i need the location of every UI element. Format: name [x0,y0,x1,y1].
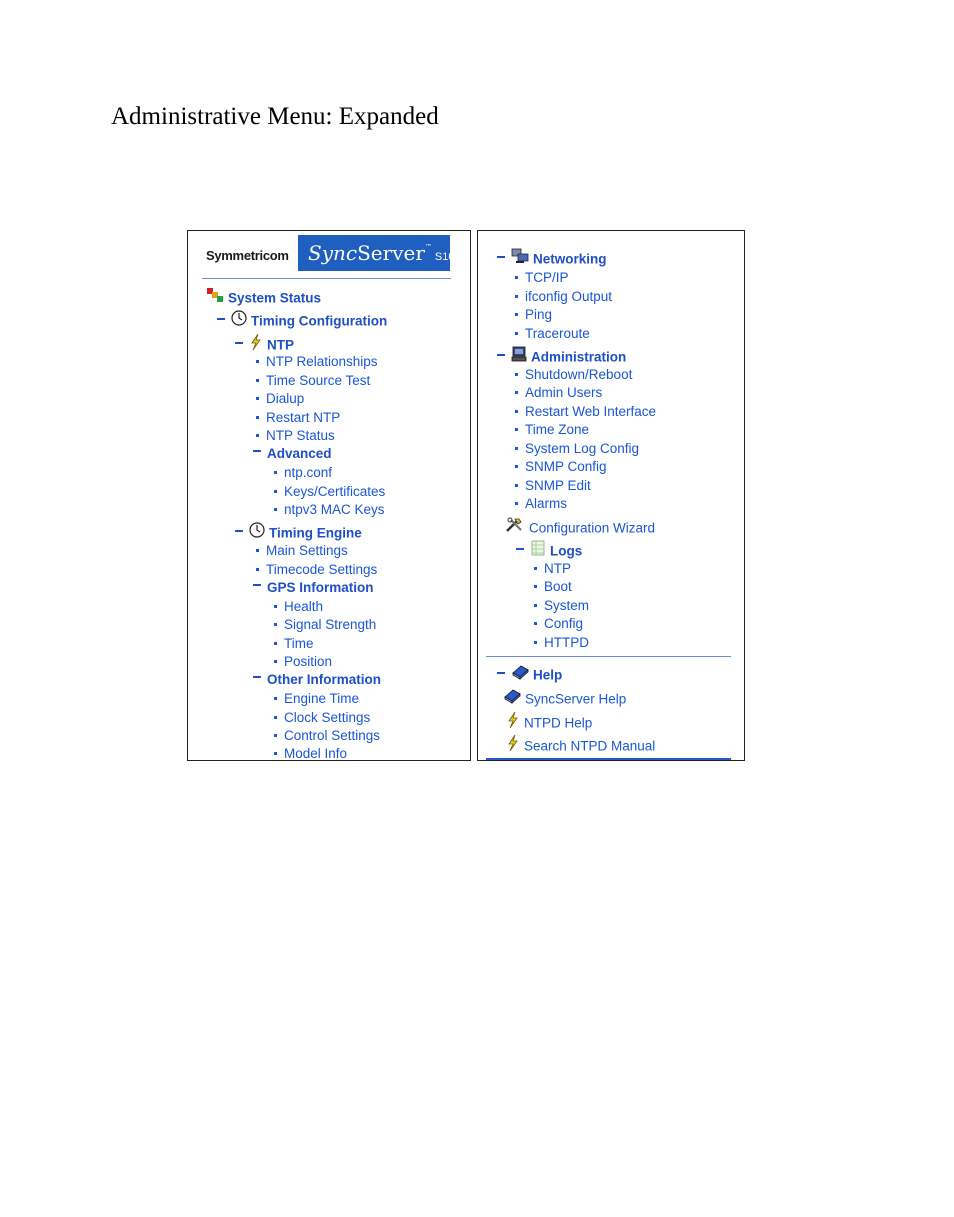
menu-item-label: Shutdown/Reboot [525,367,633,382]
menu-alarms[interactable] [515,496,567,512]
menu-system-log-config[interactable] [515,441,639,457]
menu-item-label: System Log Config [525,441,640,456]
menu-item-label: Time Source Test [266,373,371,388]
collapse-icon[interactable] [497,672,505,674]
menu-time[interactable] [274,636,314,652]
left-menu-panel [187,230,471,761]
bullet-icon [515,295,518,298]
bullet-icon [256,416,259,419]
menu-traceroute[interactable] [515,326,590,342]
menu-time-zone[interactable] [515,422,589,438]
lightning-icon [506,711,520,733]
menu-main-settings[interactable] [256,543,348,559]
menu-item-label: Admin Users [525,385,603,400]
menu-ntp-relationships[interactable] [256,354,378,370]
ntp-label: NTP [267,337,294,353]
banner-trademark: ™ [424,243,432,251]
logs-divider [486,656,731,657]
menu-log-system[interactable] [534,598,589,614]
bullet-icon [534,622,537,625]
menu-ifconfig-output[interactable] [515,289,612,305]
help-book-icon [511,664,529,684]
bullet-icon [515,447,518,450]
menu-item-label: SNMP Edit [525,478,591,493]
menu-engine-time[interactable] [274,691,359,707]
lightning-icon [506,734,520,756]
bullet-icon [274,508,277,511]
collapse-icon[interactable] [497,256,505,258]
timing-engine-label: Timing Engine [269,525,362,541]
right-menu-panel [477,230,745,761]
bullet-icon [534,641,537,644]
menu-item-label: Boot [544,579,572,594]
bullet-icon [515,428,518,431]
menu-keys-certificates[interactable] [274,484,385,500]
menu-item-label: NTP Status [266,428,335,443]
administration-label: Administration [531,349,627,365]
page-title: Administrative Menu: Expanded [111,103,439,130]
computer-icon [511,346,527,366]
collapse-icon[interactable] [235,342,243,344]
ntpd-help-label: NTPD Help [524,715,593,731]
menu-administration[interactable] [497,348,626,368]
menu-search-ntpd-manual[interactable] [506,736,655,758]
bottom-divider [486,758,731,760]
menu-item-label: NTP Relationships [266,354,378,369]
bullet-icon [256,568,259,571]
collapse-icon[interactable] [217,318,225,320]
menu-advanced[interactable] [253,446,332,462]
menu-log-httpd[interactable] [534,635,589,651]
configuration-wizard-label: Configuration Wizard [529,520,656,536]
collapse-icon[interactable] [253,450,261,452]
bullet-icon [274,697,277,700]
menu-item-label: Position [284,654,333,669]
networking-label: Networking [533,251,607,267]
menu-log-ntp[interactable] [534,561,571,577]
menu-time-source-test[interactable] [256,373,370,389]
menu-logs[interactable] [516,542,582,562]
bullet-icon [515,276,518,279]
menu-item-label: Dialup [266,391,305,406]
menu-item-label: Time [284,636,314,651]
menu-item-label: ntpv3 MAC Keys [284,502,385,517]
menu-item-label: System [544,598,590,613]
menu-timecode-settings[interactable] [256,562,377,578]
menu-item-label: SNMP Config [525,459,607,474]
log-sheet-icon [530,540,546,560]
collapse-icon[interactable] [516,548,524,550]
other-information-label: Other Information [267,672,381,687]
menu-ntpd-help[interactable] [506,713,592,735]
menu-item-label: NTP [544,561,571,576]
menu-item-label: Clock Settings [284,710,371,725]
bullet-icon [515,465,518,468]
bullet-icon [256,434,259,437]
bullet-icon [534,585,537,588]
wizard-tools-icon [505,517,525,537]
bullet-icon [274,490,277,493]
bullet-icon [515,332,518,335]
menu-item-label: Engine Time [284,691,360,706]
menu-tcp-ip[interactable] [515,270,569,286]
menu-item-label: Alarms [525,496,568,511]
menu-item-label: Time Zone [525,422,590,437]
clock-icon [249,522,265,542]
menu-snmp-config[interactable] [515,459,607,475]
bullet-icon [274,642,277,645]
menu-clock-settings[interactable] [274,710,370,726]
menu-ntp-conf[interactable] [274,465,332,481]
logs-label: Logs [550,543,583,559]
menu-networking[interactable] [497,250,607,270]
menu-log-config[interactable] [534,616,583,632]
collapse-icon[interactable] [235,530,243,532]
bullet-icon [256,379,259,382]
bullet-icon [515,391,518,394]
bullet-icon [256,397,259,400]
gps-information-label: GPS Information [267,580,374,595]
menu-item-label: Control Settings [284,728,381,743]
bullet-icon [274,752,277,755]
menu-admin-users[interactable] [515,385,602,401]
advanced-label: Advanced [267,446,332,461]
banner-server-text: Server [357,241,425,265]
banner-model: S100 [434,251,461,263]
syncserver-help-label: SyncServer Help [525,691,627,707]
bullet-icon [256,549,259,552]
collapse-icon[interactable] [253,676,261,678]
menu-item-label: Health [284,599,324,614]
menu-item-label: Restart Web Interface [525,404,657,419]
clock-icon [231,310,247,330]
menu-item-label: Config [544,616,584,631]
network-icon [511,248,529,268]
bullet-icon [274,605,277,608]
menu-health[interactable] [274,599,323,615]
menu-configuration-wizard[interactable] [505,519,655,539]
menu-item-label: TCP/IP [525,270,569,285]
menu-item-label: Model Info [284,746,348,761]
menu-item-label: Traceroute [525,326,590,341]
menu-dialup[interactable] [256,391,304,407]
menu-other-information[interactable] [253,672,381,688]
banner-sync-text: Sync [308,241,358,265]
menu-item-label: Restart NTP [266,410,341,425]
timing-configuration-label: Timing Configuration [251,313,388,329]
menu-system-status[interactable] [206,289,321,309]
syncserver-banner [298,235,461,271]
menu-item-label: Main Settings [266,543,348,558]
lightning-icon [249,333,263,355]
bullet-icon [515,410,518,413]
collapse-icon[interactable] [253,584,261,586]
system-status-icon [206,287,224,307]
menu-help[interactable] [497,666,562,686]
menu-item-label: Keys/Certificates [284,484,386,499]
menu-log-boot[interactable] [534,579,572,595]
menu-model-info[interactable] [274,746,347,761]
menu-restart-ntp[interactable] [256,410,340,426]
menu-snmp-edit[interactable] [515,478,591,494]
menu-item-label: Timecode Settings [266,562,378,577]
bullet-icon [274,734,277,737]
search-ntpd-manual-label: Search NTPD Manual [524,738,656,754]
menu-signal-strength[interactable] [274,617,376,633]
bullet-icon [515,373,518,376]
menu-ntpv3-mac-keys[interactable] [274,502,385,518]
menu-syncserver-help[interactable] [503,690,626,710]
menu-shutdown-reboot[interactable] [515,367,632,383]
bullet-icon [256,360,259,363]
symmetricom-logo: Symmetricom [206,248,289,263]
system-status-label: System Status [228,290,322,306]
bullet-icon [515,313,518,316]
bullet-icon [515,484,518,487]
bullet-icon [534,604,537,607]
bullet-icon [274,471,277,474]
menu-restart-web-interface[interactable] [515,404,656,420]
bullet-icon [274,623,277,626]
banner-divider [202,278,451,279]
menu-item-label: Signal Strength [284,617,377,632]
menu-item-label: ntp.conf [284,465,333,480]
menu-gps-information[interactable] [253,580,374,596]
help-label: Help [533,667,563,683]
bullet-icon [274,716,277,719]
menu-item-label: Ping [525,307,553,322]
bullet-icon [534,567,537,570]
menu-ping[interactable] [515,307,552,323]
menu-timing-configuration[interactable] [217,312,387,332]
help-book-icon [503,688,521,708]
bullet-icon [274,660,277,663]
menu-ntp-status[interactable] [256,428,335,444]
menu-item-label: HTTPD [544,635,589,650]
menu-timing-engine[interactable] [235,524,362,544]
menu-item-label: ifconfig Output [525,289,613,304]
collapse-icon[interactable] [497,354,505,356]
menu-control-settings[interactable] [274,728,380,744]
bullet-icon [515,502,518,505]
menu-position[interactable] [274,654,332,670]
